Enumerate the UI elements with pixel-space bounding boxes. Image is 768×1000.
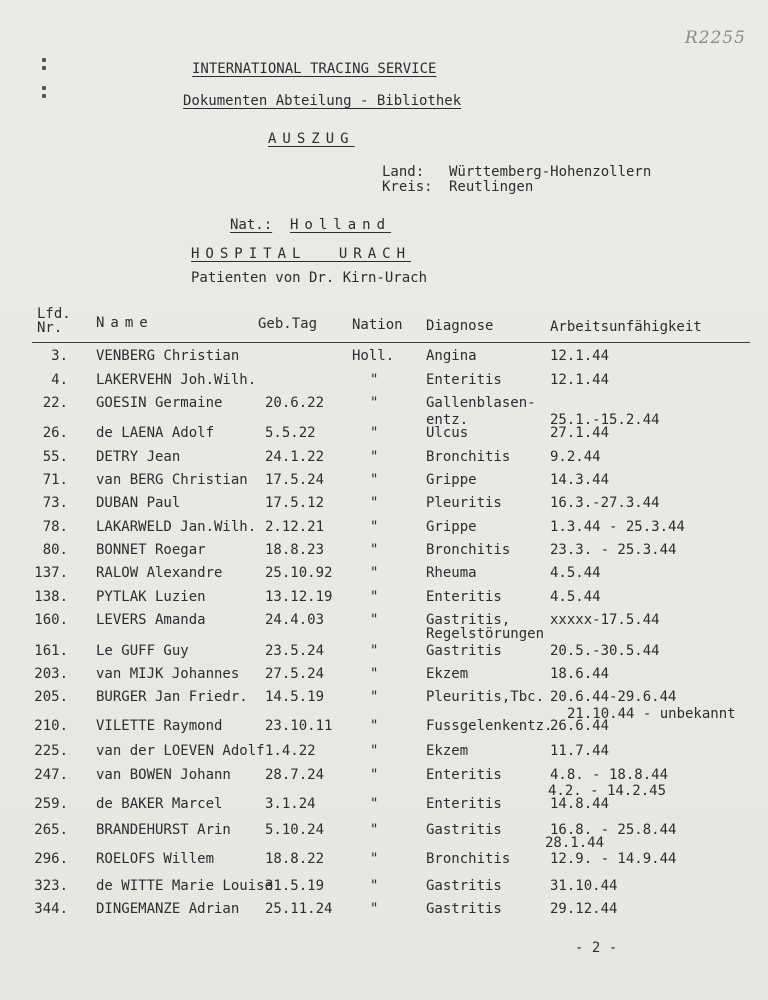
table-row [0, 565, 768, 585]
birth-date: 25.11.24 [265, 901, 333, 917]
goesin-arbeit: 25.1.-15.2.44 [550, 412, 660, 428]
patient-name: LEVERS Amanda [96, 612, 206, 628]
patient-name: van der LOEVEN Adolf [96, 743, 265, 759]
incapacity-period: 12.1.44 [550, 372, 610, 388]
nation: " [370, 495, 379, 511]
incapacity-period: 4.5.44 [550, 565, 601, 581]
birth-date: 23.10.11 [265, 718, 333, 734]
col-header-diagnose: Diagnose [426, 318, 494, 334]
table-row [0, 643, 768, 663]
table-row [0, 449, 768, 469]
diagnosis: Gastritis [426, 878, 502, 894]
nation: " [370, 901, 379, 917]
header-rule [32, 342, 750, 343]
patient-name: ROELOFS Willem [96, 851, 215, 867]
bowen-arbeit-cont: 4.2. - 14.2.45 [548, 783, 667, 799]
department-heading: Dokumenten Abteilung - Bibliothek [183, 93, 462, 109]
nation: " [370, 767, 379, 783]
incapacity-period: xxxxx-17.5.44 [550, 612, 660, 628]
subtitle: Patienten von Dr. Kirn-Urach [191, 270, 428, 286]
nationality-value: Holland [290, 217, 392, 233]
row-number: 80. [42, 542, 68, 558]
row-number: 205. [34, 689, 68, 705]
diagnosis: Bronchitis [426, 449, 511, 465]
table-row [0, 822, 768, 842]
patient-name: van BOWEN Johann [96, 767, 231, 783]
diagnosis: Ulcus [426, 425, 469, 441]
patient-name: van BERG Christian [96, 472, 248, 488]
nationality-label: Nat.: [230, 217, 273, 233]
incapacity-period: 18.6.44 [550, 666, 610, 682]
nation: " [370, 395, 379, 411]
nation: Holl. [352, 348, 395, 364]
nation: " [370, 643, 379, 659]
diagnosis: Pleuritis [426, 495, 502, 511]
org-heading: INTERNATIONAL TRACING SERVICE [192, 61, 437, 77]
patient-name: VENBERG Christian [96, 348, 240, 364]
table-row [0, 472, 768, 492]
hospital-heading: HOSPITAL URACH [191, 246, 412, 262]
nation: " [370, 542, 379, 558]
patient-name: de WITTE Marie Louise [96, 878, 274, 894]
birth-date: 28.7.24 [265, 767, 325, 783]
row-number: 247. [34, 767, 68, 783]
col-header-nr-line2: Nr. [37, 320, 63, 336]
row-number: 3. [51, 348, 68, 364]
incapacity-period: 20.5.-30.5.44 [550, 643, 660, 659]
row-number: 55. [42, 449, 68, 465]
nation: " [370, 666, 379, 682]
diagnosis: Fussgelenkentz. [426, 718, 553, 734]
patient-name: LAKARWELD Jan.Wilh. [96, 519, 257, 535]
punch-mark [42, 86, 46, 90]
incapacity-period: 20.6.44-29.6.44 [550, 689, 677, 705]
row-number: 137. [34, 565, 68, 581]
birth-date: 14.5.19 [265, 689, 325, 705]
diagnosis: Enteritis [426, 796, 502, 812]
patient-name: BONNET Roegar [96, 542, 206, 558]
patient-name: Le GUFF Guy [96, 643, 189, 659]
col-header-arbeit: Arbeitsunfähigkeit [550, 319, 702, 335]
birth-date: 3.1.24 [265, 796, 316, 812]
incapacity-period: 31.10.44 [550, 878, 618, 894]
birth-date: 23.5.24 [265, 643, 325, 659]
birth-date: 27.5.24 [265, 666, 325, 682]
birth-date: 17.5.12 [265, 495, 325, 511]
row-number: 78. [42, 519, 68, 535]
diagnosis: Gastritis [426, 822, 502, 838]
diagnosis: Angina [426, 348, 477, 364]
diagnosis: Grippe [426, 472, 477, 488]
punch-mark [42, 94, 46, 98]
table-row [0, 348, 768, 368]
row-number: 4. [51, 372, 68, 388]
land-value: Württemberg-Hohenzollern [449, 164, 652, 180]
nation: " [370, 589, 379, 605]
patient-name: van MIJK Johannes [96, 666, 240, 682]
patient-name: LAKERVEHN Joh.Wilh. [96, 372, 257, 388]
table-row [0, 372, 768, 392]
brandehurst-arbeit-cont: 28.1.44 [545, 835, 605, 851]
diagnosis: Enteritis [426, 372, 502, 388]
incapacity-period: 11.7.44 [550, 743, 610, 759]
row-number: 26. [42, 425, 68, 441]
patient-name: PYTLAK Luzien [96, 589, 206, 605]
row-number: 225. [34, 743, 68, 759]
kreis-label: Kreis: [382, 179, 433, 195]
incapacity-period: 16.3.-27.3.44 [550, 495, 660, 511]
col-header-name: Name [96, 315, 154, 331]
row-number: 22. [42, 395, 68, 411]
birth-date: 5.10.24 [265, 822, 325, 838]
nation: " [370, 425, 379, 441]
table-row [0, 878, 768, 898]
burger-arbeit-cont: 21.10.44 - unbekannt [567, 706, 736, 722]
nation: " [370, 743, 379, 759]
nation: " [370, 796, 379, 812]
diagnosis: Ekzem [426, 666, 469, 682]
diagnosis: Ekzem [426, 743, 469, 759]
incapacity-period: 9.2.44 [550, 449, 601, 465]
row-number: 323. [34, 878, 68, 894]
birth-date: 13.12.19 [265, 589, 333, 605]
punch-mark [42, 66, 46, 70]
punch-mark [42, 58, 46, 62]
row-number: 265. [34, 822, 68, 838]
incapacity-period: 14.3.44 [550, 472, 610, 488]
incapacity-period: 26.6.44 [550, 718, 610, 734]
patient-name: de BAKER Marcel [96, 796, 223, 812]
table-row [0, 851, 768, 871]
incapacity-period: 27.1.44 [550, 425, 610, 441]
goesin-diagnose-cont: entz. [426, 412, 469, 428]
row-number: 344. [34, 901, 68, 917]
table-row [0, 743, 768, 763]
table-row [0, 796, 768, 816]
archive-reference-mark: R2255 [684, 28, 746, 48]
row-number: 160. [34, 612, 68, 628]
table-row [0, 666, 768, 686]
row-number: 210. [34, 718, 68, 734]
diagnosis: Enteritis [426, 589, 502, 605]
nation: " [370, 472, 379, 488]
nation: " [370, 612, 379, 628]
table-row [0, 589, 768, 609]
nation: " [370, 878, 379, 894]
table-row [0, 901, 768, 921]
patient-name: DINGEMANZE Adrian [96, 901, 240, 917]
table-row [0, 542, 768, 562]
nation: " [370, 851, 379, 867]
diagnosis: Grippe [426, 519, 477, 535]
incapacity-period: 14.8.44 [550, 796, 610, 812]
diagnosis: Rheuma [426, 565, 477, 581]
nation: " [370, 372, 379, 388]
row-number: 161. [34, 643, 68, 659]
row-number: 259. [34, 796, 68, 812]
row-number: 71. [42, 472, 68, 488]
incapacity-period: 12.1.44 [550, 348, 610, 364]
birth-date: 2.12.21 [265, 519, 325, 535]
diagnosis: Gastritis, [426, 612, 511, 628]
birth-date: 31.5.19 [265, 878, 325, 894]
table-row [0, 425, 768, 445]
col-header-nation: Nation [352, 317, 403, 333]
patient-name: VILETTE Raymond [96, 718, 223, 734]
birth-date: 18.8.22 [265, 851, 325, 867]
kreis-value: Reutlingen [449, 179, 534, 195]
diagnosis: Bronchitis [426, 542, 511, 558]
nation: " [370, 449, 379, 465]
birth-date: 18.8.23 [265, 542, 325, 558]
document-title: AUSZUG [268, 131, 355, 147]
birth-date: 5.5.22 [265, 425, 316, 441]
table-row [0, 495, 768, 515]
patient-name: GOESIN Germaine [96, 395, 223, 411]
diagnosis: Gallenblasen- [426, 395, 536, 411]
row-number: 203. [34, 666, 68, 682]
row-number: 138. [34, 589, 68, 605]
diagnosis: Gastritis [426, 901, 502, 917]
birth-date: 24.1.22 [265, 449, 325, 465]
table-row [0, 519, 768, 539]
patient-name: BRANDEHURST Arin [96, 822, 231, 838]
levers-diagnose-cont: Regelstörungen [426, 626, 545, 642]
birth-date: 17.5.24 [265, 472, 325, 488]
birth-date: 25.10.92 [265, 565, 333, 581]
col-header-geb: Geb.Tag [258, 316, 318, 332]
nation: " [370, 565, 379, 581]
patient-name: DUBAN Paul [96, 495, 181, 511]
incapacity-period: 4.5.44 [550, 589, 601, 605]
nation: " [370, 718, 379, 734]
incapacity-period: 12.9. - 14.9.44 [550, 851, 677, 867]
diagnosis: Enteritis [426, 767, 502, 783]
patient-name: de LAENA Adolf [96, 425, 215, 441]
incapacity-period: 23.3. - 25.3.44 [550, 542, 677, 558]
land-label: Land: [382, 164, 425, 180]
page-number: - 2 - [575, 940, 618, 956]
row-number: 296. [34, 851, 68, 867]
patient-name: BURGER Jan Friedr. [96, 689, 248, 705]
incapacity-period: 16.8. - 25.8.44 [550, 822, 677, 838]
diagnosis: Bronchitis [426, 851, 511, 867]
birth-date: 1.4.22 [265, 743, 316, 759]
birth-date: 24.4.03 [265, 612, 325, 628]
nation: " [370, 822, 379, 838]
nation: " [370, 519, 379, 535]
birth-date: 20.6.22 [265, 395, 325, 411]
col-header-nr-line1: Lfd. [37, 306, 71, 322]
diagnosis: Pleuritis,Tbc. [426, 689, 545, 705]
incapacity-period: 29.12.44 [550, 901, 618, 917]
incapacity-period: 1.3.44 - 25.3.44 [550, 519, 685, 535]
table-row [0, 612, 768, 632]
nation: " [370, 689, 379, 705]
patient-name: RALOW Alexandre [96, 565, 223, 581]
diagnosis: Gastritis [426, 643, 502, 659]
row-number: 73. [42, 495, 68, 511]
patient-name: DETRY Jean [96, 449, 181, 465]
incapacity-period: 4.8. - 18.8.44 [550, 767, 669, 783]
